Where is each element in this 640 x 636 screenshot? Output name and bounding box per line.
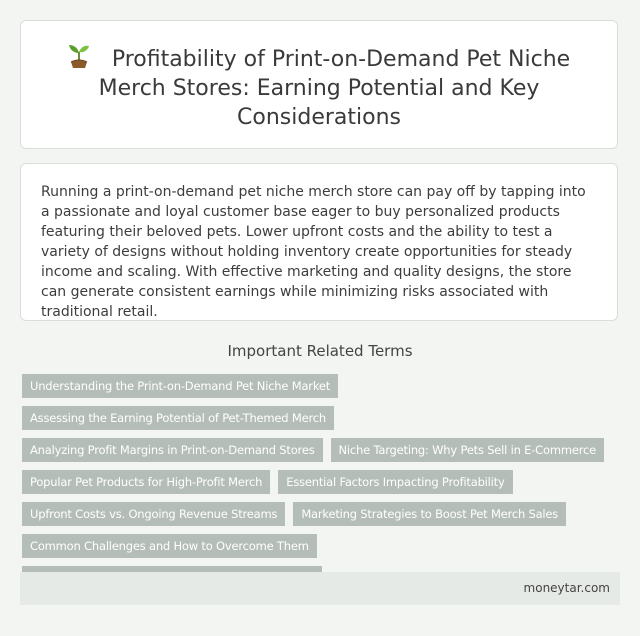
- summary-text: Running a print-on-demand pet niche merch store can pay off by tapping into a passionate and loyal customer base eager to buy personalized products featuring their beloved pets. Lower upfront costs and the ability to test a variety of designs without holding inventory create opportunities for steady income and scaling. With effective marketing and quality designs, the store can generate consistent earnings while minimizing risks associated with traditional retail.: [41, 184, 586, 320]
- title-card: [20, 20, 618, 149]
- footer-site-link[interactable]: moneytar.com: [523, 581, 610, 595]
- summary-card: [20, 163, 618, 321]
- related-term-tag[interactable]: Common Challenges and How to Overcome Them: [22, 534, 317, 558]
- related-term-tag[interactable]: Niche Targeting: Why Pets Sell in E-Commerce: [331, 438, 605, 462]
- related-terms-list: [22, 374, 622, 590]
- page-title-text: Profitability of Print-on-Demand Pet Niche Merch Stores: Earning Potential and Key Considerations: [98, 47, 571, 130]
- related-term-tag[interactable]: Upfront Costs vs. Ongoing Revenue Streams: [22, 502, 285, 526]
- page-title: [41, 43, 597, 132]
- related-term-tag[interactable]: Essential Factors Impacting Profitability: [278, 470, 512, 494]
- related-term-tag[interactable]: Popular Pet Products for High-Profit Merch: [22, 470, 270, 494]
- related-term-tag[interactable]: Marketing Strategies to Boost Pet Merch Sales: [293, 502, 566, 526]
- related-term-tag[interactable]: Analyzing Profit Margins in Print-on-Demand Stores: [22, 438, 323, 462]
- related-term-tag[interactable]: Understanding the Print-on-Demand Pet Niche Market: [22, 374, 338, 398]
- footer: [20, 572, 620, 605]
- sprout-icon: [68, 43, 90, 69]
- related-term-tag[interactable]: Assessing the Earning Potential of Pet-Themed Merch: [22, 406, 334, 430]
- related-terms-heading: Important Related Terms: [227, 342, 413, 360]
